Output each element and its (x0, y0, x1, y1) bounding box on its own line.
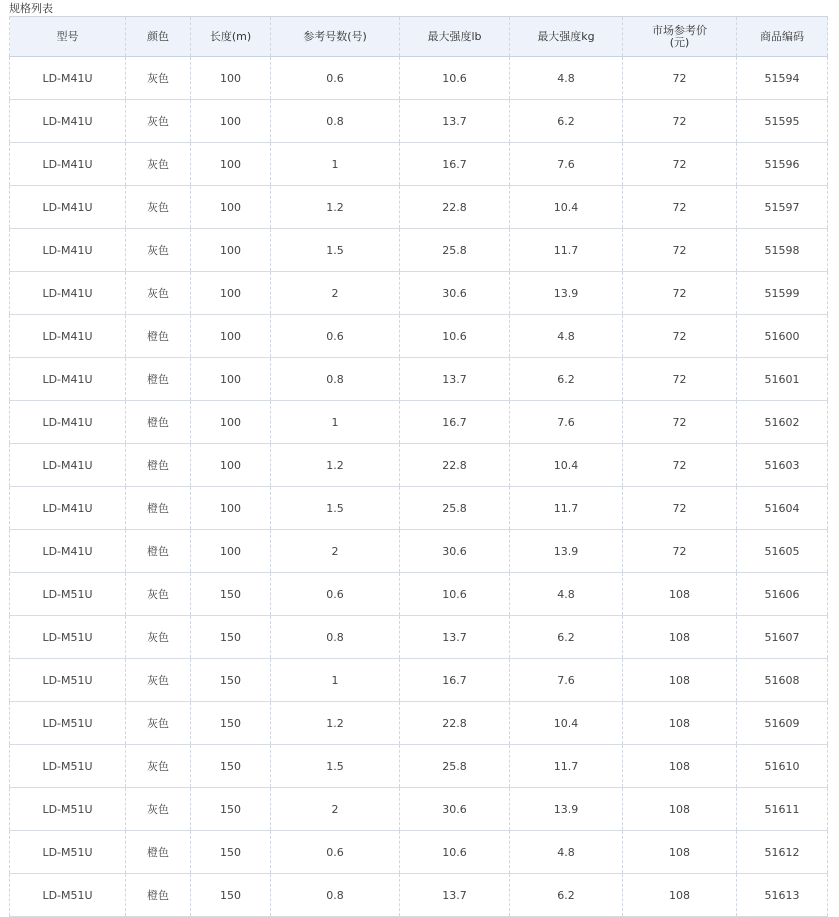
cell-market-price: 72 (623, 401, 737, 444)
cell-length: 100 (191, 100, 271, 143)
cell-max-strength-kg: 4.8 (510, 573, 623, 616)
cell-model: LD-M51U (10, 616, 126, 659)
cell-color: 橙色 (126, 874, 191, 917)
cell-max-strength-lb: 16.7 (400, 143, 510, 186)
cell-color: 橙色 (126, 487, 191, 530)
cell-size-number: 1 (271, 659, 400, 702)
header-max-strength-lb: 最大强度lb (400, 17, 510, 57)
cell-length: 100 (191, 315, 271, 358)
cell-max-strength-lb: 16.7 (400, 659, 510, 702)
cell-product-code: 51610 (737, 745, 828, 788)
cell-market-price: 72 (623, 186, 737, 229)
cell-market-price: 108 (623, 874, 737, 917)
table-row (10, 788, 828, 831)
cell-size-number: 1.5 (271, 229, 400, 272)
cell-market-price: 108 (623, 831, 737, 874)
cell-model: LD-M41U (10, 530, 126, 573)
spec-table (9, 16, 828, 917)
cell-model: LD-M41U (10, 444, 126, 487)
cell-model: LD-M41U (10, 186, 126, 229)
cell-size-number: 1 (271, 143, 400, 186)
cell-max-strength-kg: 10.4 (510, 186, 623, 229)
cell-color: 灰色 (126, 229, 191, 272)
cell-size-number: 0.8 (271, 100, 400, 143)
cell-max-strength-kg: 6.2 (510, 358, 623, 401)
header-product-code: 商品编码 (737, 17, 828, 57)
cell-color: 橙色 (126, 444, 191, 487)
cell-model: LD-M41U (10, 143, 126, 186)
table-row (10, 745, 828, 788)
cell-market-price: 72 (623, 143, 737, 186)
cell-color: 橙色 (126, 315, 191, 358)
cell-max-strength-kg: 4.8 (510, 57, 623, 100)
cell-model: LD-M41U (10, 57, 126, 100)
cell-product-code: 51606 (737, 573, 828, 616)
cell-size-number: 1.2 (271, 702, 400, 745)
cell-max-strength-kg: 6.2 (510, 616, 623, 659)
table-row (10, 530, 828, 573)
cell-max-strength-lb: 10.6 (400, 315, 510, 358)
table-row (10, 487, 828, 530)
cell-product-code: 51594 (737, 57, 828, 100)
cell-length: 100 (191, 530, 271, 573)
table-row (10, 57, 828, 100)
cell-color: 橙色 (126, 401, 191, 444)
cell-color: 灰色 (126, 788, 191, 831)
cell-product-code: 51612 (737, 831, 828, 874)
cell-market-price: 72 (623, 358, 737, 401)
table-body (10, 57, 828, 917)
cell-size-number: 0.6 (271, 57, 400, 100)
cell-max-strength-lb: 30.6 (400, 272, 510, 315)
cell-max-strength-kg: 7.6 (510, 659, 623, 702)
cell-size-number: 1.2 (271, 444, 400, 487)
cell-product-code: 51601 (737, 358, 828, 401)
cell-size-number: 0.8 (271, 358, 400, 401)
cell-length: 150 (191, 788, 271, 831)
cell-length: 150 (191, 573, 271, 616)
cell-model: LD-M41U (10, 272, 126, 315)
cell-max-strength-kg: 4.8 (510, 315, 623, 358)
cell-max-strength-lb: 30.6 (400, 788, 510, 831)
cell-product-code: 51608 (737, 659, 828, 702)
cell-max-strength-lb: 25.8 (400, 229, 510, 272)
cell-length: 150 (191, 659, 271, 702)
table-header-row (10, 17, 828, 57)
table-row (10, 358, 828, 401)
cell-length: 100 (191, 487, 271, 530)
cell-color: 橙色 (126, 831, 191, 874)
cell-model: LD-M41U (10, 229, 126, 272)
cell-max-strength-lb: 10.6 (400, 573, 510, 616)
table-row (10, 401, 828, 444)
cell-model: LD-M51U (10, 659, 126, 702)
cell-length: 100 (191, 57, 271, 100)
cell-max-strength-lb: 30.6 (400, 530, 510, 573)
cell-length: 150 (191, 831, 271, 874)
cell-market-price: 108 (623, 616, 737, 659)
cell-color: 灰色 (126, 616, 191, 659)
cell-max-strength-kg: 13.9 (510, 530, 623, 573)
cell-length: 150 (191, 616, 271, 659)
table-row (10, 831, 828, 874)
cell-max-strength-kg: 10.4 (510, 702, 623, 745)
cell-size-number: 0.6 (271, 315, 400, 358)
cell-length: 150 (191, 702, 271, 745)
header-model: 型号 (10, 17, 126, 57)
cell-max-strength-kg: 10.4 (510, 444, 623, 487)
table-row (10, 143, 828, 186)
cell-color: 橙色 (126, 530, 191, 573)
cell-model: LD-M51U (10, 745, 126, 788)
cell-model: LD-M41U (10, 100, 126, 143)
cell-color: 灰色 (126, 272, 191, 315)
cell-max-strength-lb: 13.7 (400, 874, 510, 917)
table-row (10, 186, 828, 229)
cell-model: LD-M51U (10, 788, 126, 831)
cell-max-strength-kg: 11.7 (510, 229, 623, 272)
cell-product-code: 51600 (737, 315, 828, 358)
cell-model: LD-M41U (10, 358, 126, 401)
table-row (10, 573, 828, 616)
cell-size-number: 2 (271, 788, 400, 831)
cell-color: 灰色 (126, 143, 191, 186)
header-length: 长度(m) (191, 17, 271, 57)
cell-market-price: 72 (623, 487, 737, 530)
table-row (10, 272, 828, 315)
cell-max-strength-lb: 13.7 (400, 100, 510, 143)
cell-length: 100 (191, 143, 271, 186)
cell-color: 灰色 (126, 100, 191, 143)
cell-market-price: 72 (623, 444, 737, 487)
cell-product-code: 51602 (737, 401, 828, 444)
cell-max-strength-lb: 22.8 (400, 186, 510, 229)
cell-length: 100 (191, 272, 271, 315)
cell-color: 灰色 (126, 702, 191, 745)
cell-color: 灰色 (126, 659, 191, 702)
table-row (10, 616, 828, 659)
cell-length: 100 (191, 186, 271, 229)
cell-model: LD-M41U (10, 487, 126, 530)
cell-product-code: 51595 (737, 100, 828, 143)
cell-size-number: 0.8 (271, 874, 400, 917)
cell-size-number: 2 (271, 272, 400, 315)
table-row (10, 702, 828, 745)
cell-product-code: 51598 (737, 229, 828, 272)
header-size-number: 参考号数(号) (271, 17, 400, 57)
cell-length: 100 (191, 229, 271, 272)
cell-product-code: 51603 (737, 444, 828, 487)
cell-max-strength-lb: 16.7 (400, 401, 510, 444)
header-color: 颜色 (126, 17, 191, 57)
cell-market-price: 72 (623, 100, 737, 143)
cell-max-strength-lb: 10.6 (400, 831, 510, 874)
cell-max-strength-kg: 11.7 (510, 487, 623, 530)
cell-market-price: 108 (623, 745, 737, 788)
cell-market-price: 108 (623, 702, 737, 745)
cell-model: LD-M51U (10, 573, 126, 616)
cell-size-number: 1 (271, 401, 400, 444)
cell-product-code: 51611 (737, 788, 828, 831)
cell-max-strength-kg: 6.2 (510, 874, 623, 917)
cell-color: 灰色 (126, 57, 191, 100)
cell-max-strength-lb: 22.8 (400, 702, 510, 745)
cell-product-code: 51604 (737, 487, 828, 530)
cell-max-strength-kg: 7.6 (510, 401, 623, 444)
cell-model: LD-M51U (10, 702, 126, 745)
cell-size-number: 2 (271, 530, 400, 573)
cell-max-strength-lb: 13.7 (400, 616, 510, 659)
cell-market-price: 108 (623, 573, 737, 616)
cell-length: 150 (191, 874, 271, 917)
header-max-strength-kg: 最大强度kg (510, 17, 623, 57)
cell-color: 灰色 (126, 573, 191, 616)
cell-market-price: 72 (623, 272, 737, 315)
cell-max-strength-lb: 10.6 (400, 57, 510, 100)
cell-model: LD-M41U (10, 401, 126, 444)
cell-max-strength-lb: 13.7 (400, 358, 510, 401)
cell-model: LD-M51U (10, 874, 126, 917)
cell-color: 灰色 (126, 745, 191, 788)
cell-color: 橙色 (126, 358, 191, 401)
cell-size-number: 0.6 (271, 573, 400, 616)
header-market-price (623, 17, 737, 57)
cell-max-strength-lb: 25.8 (400, 745, 510, 788)
cell-market-price: 72 (623, 57, 737, 100)
cell-product-code: 51609 (737, 702, 828, 745)
cell-size-number: 1.5 (271, 487, 400, 530)
spec-list-title: 规格列表 (9, 2, 53, 15)
table-row (10, 229, 828, 272)
cell-max-strength-kg: 6.2 (510, 100, 623, 143)
cell-model: LD-M51U (10, 831, 126, 874)
cell-product-code: 51613 (737, 874, 828, 917)
table-row (10, 315, 828, 358)
table-row (10, 444, 828, 487)
cell-product-code: 51597 (737, 186, 828, 229)
cell-size-number: 0.8 (271, 616, 400, 659)
header-market-price-line1: 市场参考价 (652, 23, 707, 37)
cell-model: LD-M41U (10, 315, 126, 358)
cell-length: 100 (191, 444, 271, 487)
cell-market-price: 108 (623, 659, 737, 702)
cell-size-number: 0.6 (271, 831, 400, 874)
cell-market-price: 72 (623, 530, 737, 573)
cell-max-strength-lb: 25.8 (400, 487, 510, 530)
cell-length: 100 (191, 358, 271, 401)
cell-color: 灰色 (126, 186, 191, 229)
cell-max-strength-kg: 13.9 (510, 788, 623, 831)
cell-length: 150 (191, 745, 271, 788)
cell-max-strength-kg: 7.6 (510, 143, 623, 186)
cell-size-number: 1.5 (271, 745, 400, 788)
cell-market-price: 72 (623, 315, 737, 358)
cell-max-strength-kg: 11.7 (510, 745, 623, 788)
cell-market-price: 72 (623, 229, 737, 272)
cell-max-strength-lb: 22.8 (400, 444, 510, 487)
cell-max-strength-kg: 4.8 (510, 831, 623, 874)
table-row (10, 659, 828, 702)
cell-market-price: 108 (623, 788, 737, 831)
table-row (10, 874, 828, 917)
cell-length: 100 (191, 401, 271, 444)
header-market-price-line2: (元) (669, 35, 690, 49)
cell-product-code: 51596 (737, 143, 828, 186)
cell-product-code: 51607 (737, 616, 828, 659)
cell-product-code: 51599 (737, 272, 828, 315)
cell-max-strength-kg: 13.9 (510, 272, 623, 315)
cell-product-code: 51605 (737, 530, 828, 573)
cell-size-number: 1.2 (271, 186, 400, 229)
table-row (10, 100, 828, 143)
